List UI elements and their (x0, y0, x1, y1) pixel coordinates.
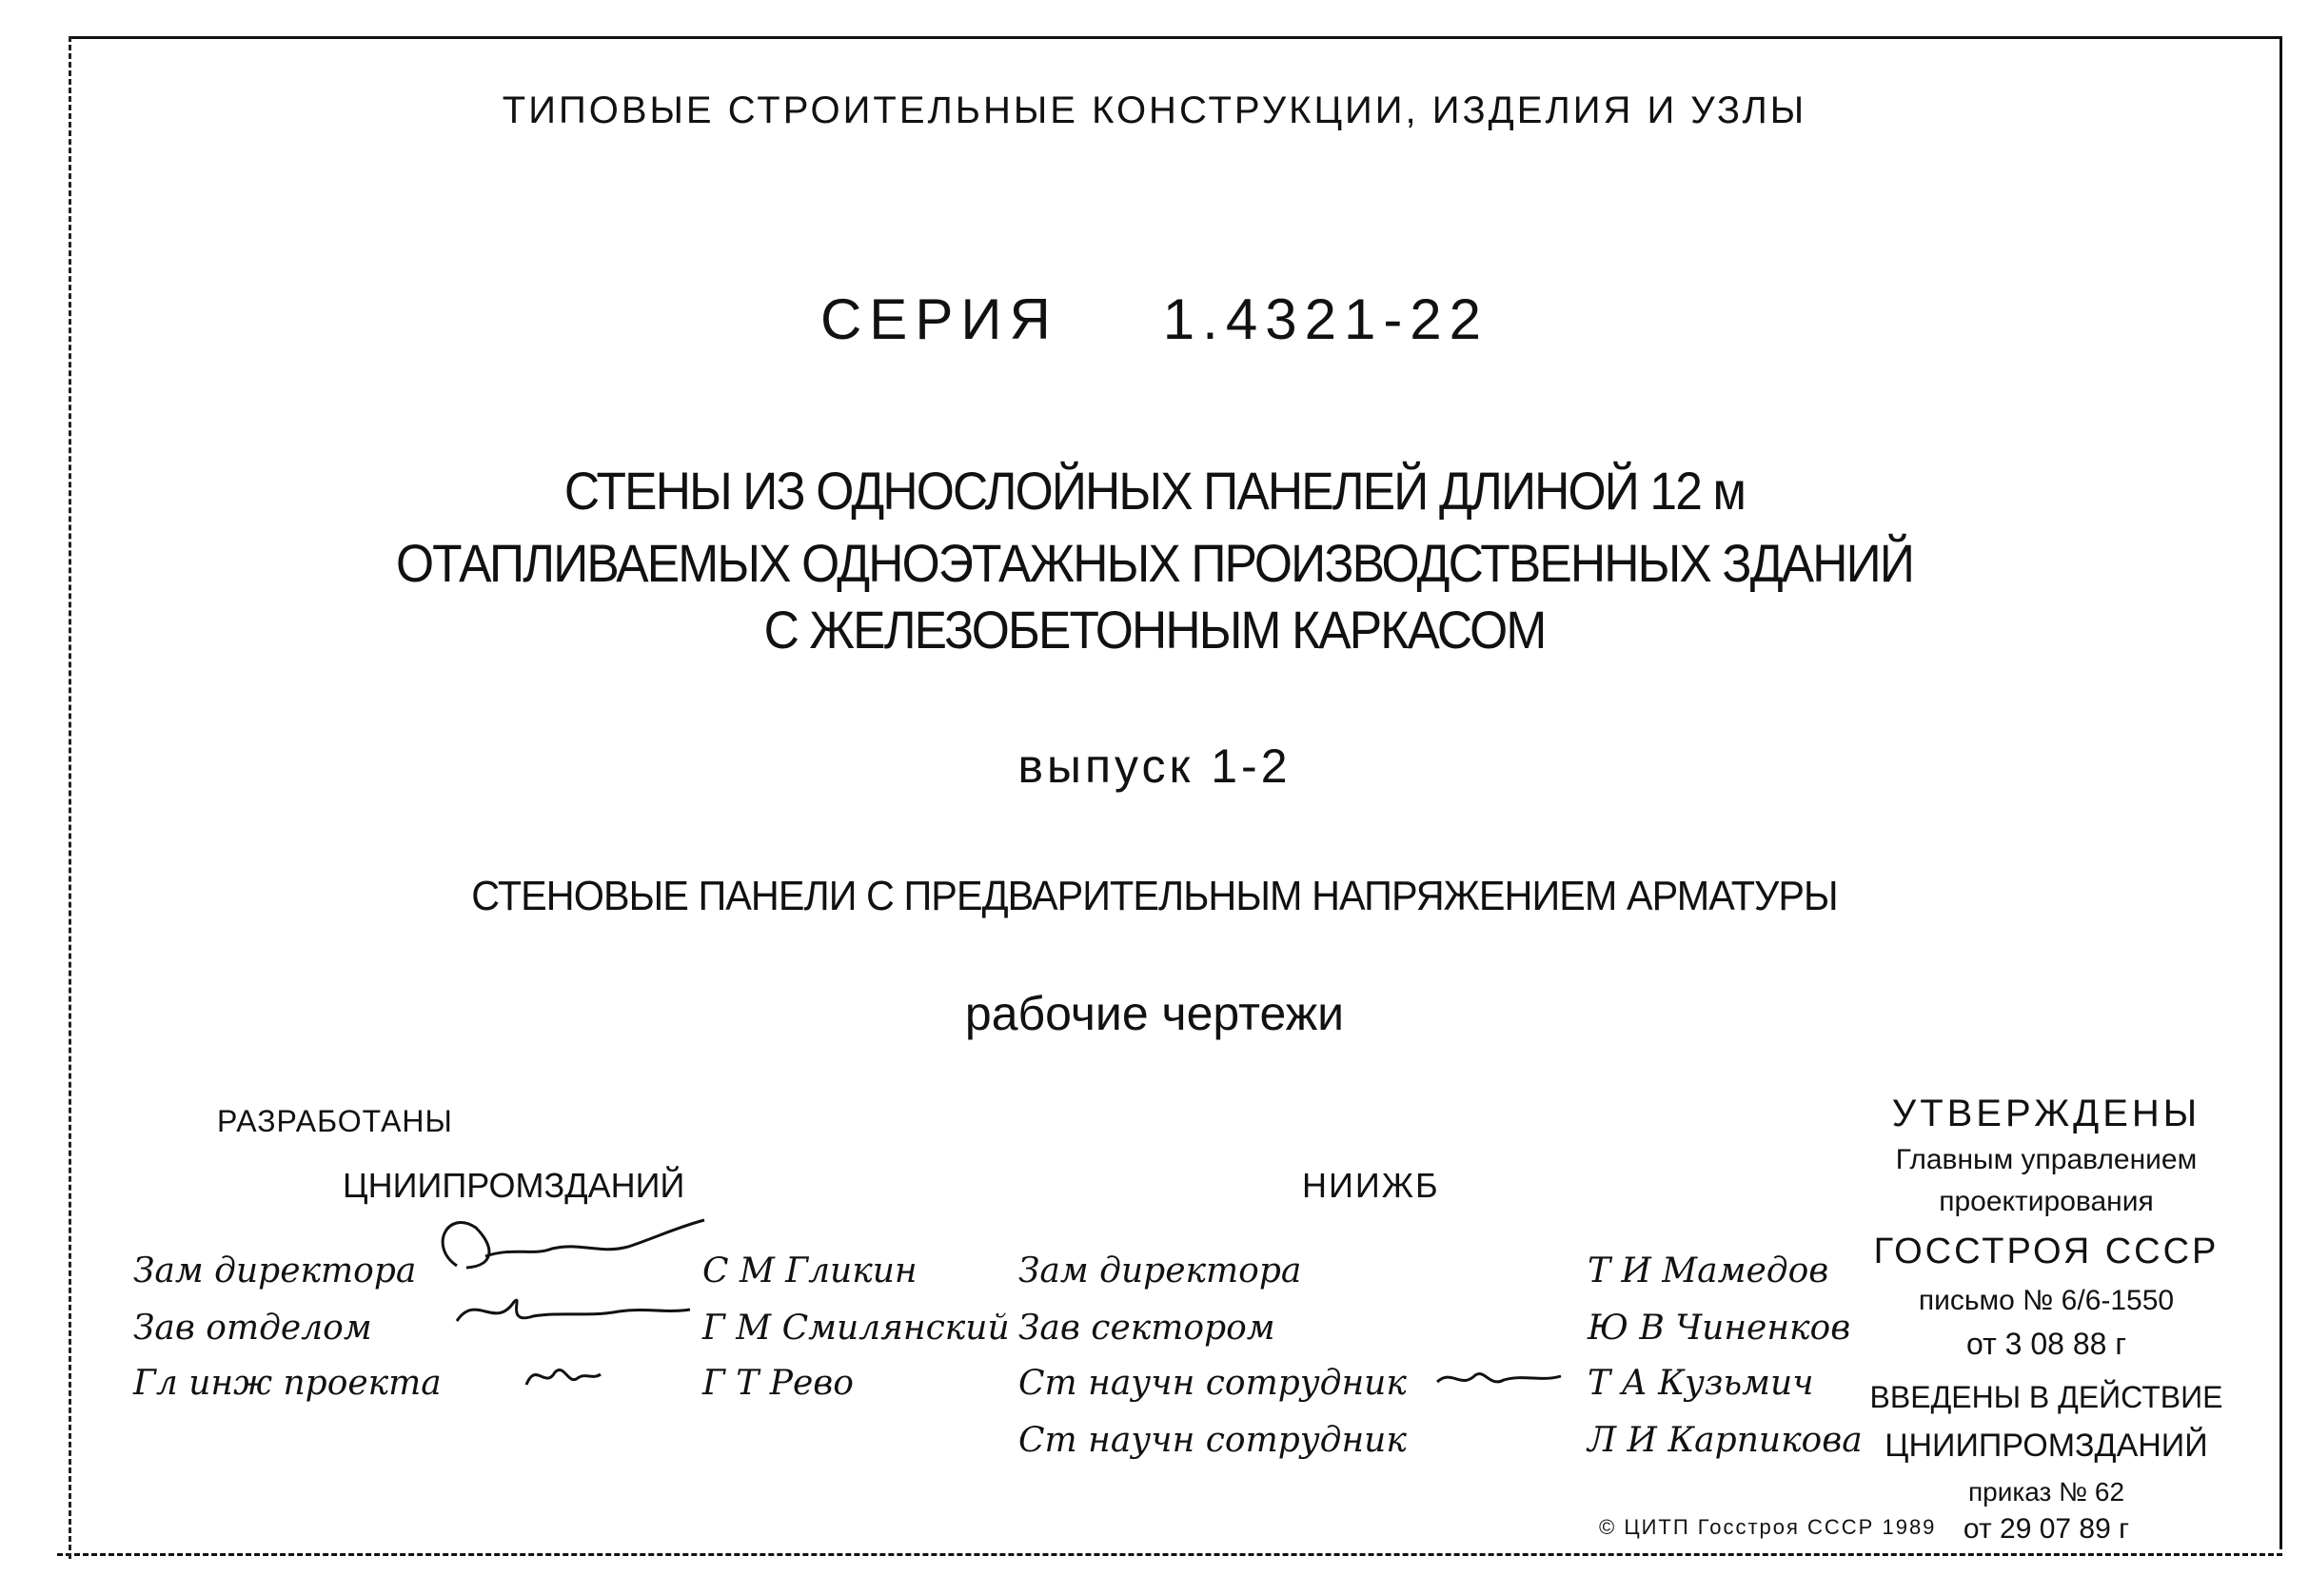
copyright-note: © ЦИТП Госстроя СССР 1989 (1599, 1515, 1937, 1539)
title-line-2: ОТАПЛИВАЕМЫХ ОДНОЭТАЖНЫХ ПРОИЗВОДСТВЕННЫХ ЗДАНИЙ (395, 533, 1914, 593)
mid-staff-role-1: Зам директора (1018, 1251, 1302, 1291)
left-staff-role-2: Зав отделом (133, 1309, 372, 1348)
mid-staff-name-3: Т А Кузьмич (1588, 1364, 1814, 1403)
left-staff-role-3: Гл инж проекта (133, 1364, 442, 1403)
frame-left-border (69, 36, 71, 1559)
title-line-1: СТЕНЫ ИЗ ОДНОСЛОЙНЫХ ПАНЕЛЕЙ ДЛИНОЙ 12 м (563, 461, 1746, 521)
left-staff-role-1: Зам директора (133, 1251, 417, 1291)
approved-line-9: от 29 07 89 г (1963, 1513, 2130, 1545)
approval-block (1846, 1094, 2246, 1544)
developer-org-left: ЦНИИПРОМЗДАНИЙ (343, 1166, 685, 1205)
mid-staff-name-4: Л И Карпикова (1588, 1421, 1863, 1460)
issue-number: выпуск 1-2 (1017, 739, 1292, 793)
document-header: ТИПОВЫЕ СТРОИТЕЛЬНЫЕ КОНСТРУКЦИИ, ИЗДЕЛИЯ И УЗЛЫ (502, 89, 1807, 131)
signature-1-icon (428, 1209, 714, 1285)
developer-org-mid: НИИЖБ (1302, 1166, 1440, 1205)
approved-label: УТВЕРЖДЕНЫ (1891, 1093, 2201, 1134)
approved-line-2: проектирования (1939, 1186, 2154, 1217)
approved-line-4: письмо № 6/6-1550 (1918, 1285, 2175, 1316)
mid-staff-role-2: Зав сектором (1018, 1309, 1275, 1348)
series-label: СЕРИЯ (819, 287, 1058, 351)
mid-staff-role-4: Ст научн сотрудник (1018, 1421, 1407, 1460)
document-kind: рабочие чертежи (964, 987, 1345, 1040)
frame-right-border (2279, 36, 2282, 1549)
frame-top-border (69, 36, 2282, 39)
mid-staff-name-1: Т И Мамедов (1588, 1251, 1829, 1291)
signature-3-icon (519, 1351, 604, 1399)
signature-4-icon (1432, 1361, 1566, 1399)
approved-line-6: ВВЕДЕНЫ В ДЕЙСТВИЕ (1869, 1380, 2223, 1414)
approved-line-7: ЦНИИПРОМЗДАНИЙ (1885, 1428, 2208, 1464)
subtitle: СТЕНОВЫЕ ПАНЕЛИ С ПРЕДВАРИТЕЛЬНЫМ НАПРЯЖЕНИЕМ АРМАТУРЫ (471, 873, 1838, 919)
approved-line-1: Главным управлением (1895, 1144, 2198, 1175)
left-staff-name-1: С М Гликин (702, 1251, 918, 1291)
series-line (0, 287, 2309, 351)
title-line-3: С ЖЕЛЕЗОБЕТОННЫМ КАРКАСОМ (763, 600, 1546, 660)
mid-staff-role-3: Ст научн сотрудник (1018, 1364, 1407, 1403)
left-staff-name-2: Г М Смилянский (702, 1309, 1010, 1348)
approved-line-5: от 3 08 88 г (1966, 1327, 2126, 1361)
mid-staff-name-2: Ю В Чиненков (1588, 1309, 1851, 1348)
developed-label: РАЗРАБОТАНЫ (217, 1104, 453, 1138)
approved-line-8: приказ № 62 (1967, 1477, 2125, 1507)
left-staff-name-3: Г Т Рево (702, 1364, 854, 1403)
approved-line-3: ГОССТРОЯ СССР (1873, 1231, 2220, 1271)
frame-bottom-border (57, 1553, 2282, 1556)
series-number: 1.4321-22 (1162, 287, 1490, 351)
signature-2-icon (447, 1283, 695, 1340)
